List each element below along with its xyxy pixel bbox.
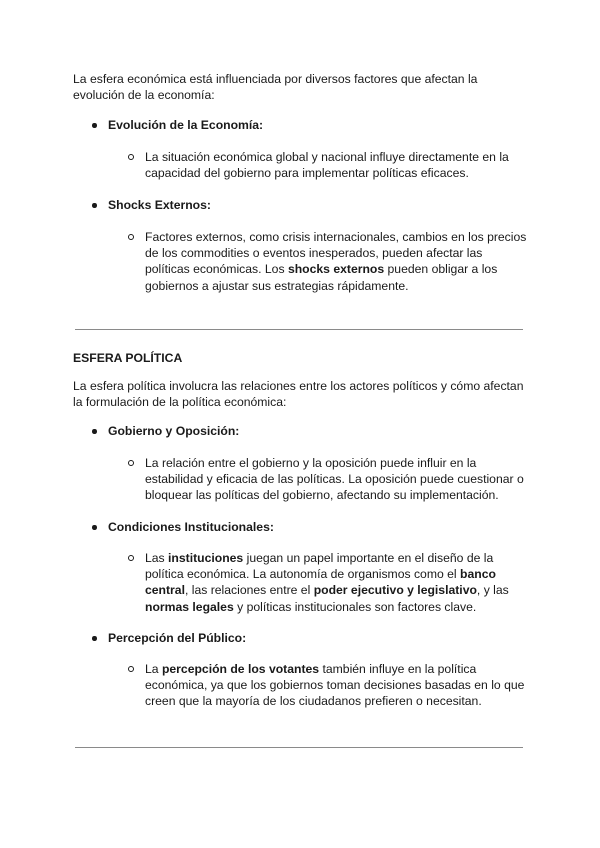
text-run: de los commodities o eventos inesperados, pueden afectar las [145,246,483,261]
bold-text: instituciones [168,551,244,565]
text-line [145,245,528,261]
text-run: también influye en la política [319,662,477,676]
bullet-label: Gobierno y Oposición: [108,424,240,438]
text-run: , y las [476,583,509,598]
text-run: creen que la mayoría de los ciudadanos prefieren o necesitan. [145,694,482,709]
text-line [145,599,528,615]
text-line [145,677,528,693]
text-run: , las relaciones entre el [184,583,314,598]
text-line [145,229,528,245]
bullet-label: Shocks Externos: [108,198,211,212]
text-run: pueden obligar a los [384,262,498,277]
text-run: La relación entre el gobierno y la oposición puede influir en la [145,456,477,470]
text-run: políticas económicas. Los [145,262,288,277]
text-line [145,550,528,566]
bold-text: banco [460,567,496,582]
intro-line-1: La esfera económica está influenciada por diversos factores que afectan la [73,72,478,86]
bold-text: percepción de los votantes [161,662,320,676]
bullet-label: Percepción del Público: [108,631,247,645]
bold-text: central [145,583,185,598]
text-line [145,661,528,677]
text-run: política económica. La autonomía de organismos como el [145,567,461,582]
hollow-circle-icon [128,666,134,672]
text-run: estabilidad y eficacia de las políticas. La oposición puede cuestionar o [145,472,524,487]
intro-paragraph-economica [73,71,533,103]
hollow-circle-icon [128,555,134,561]
sub-bullet-text [145,661,528,710]
bullet-dot-icon [92,429,97,434]
text-run: capacidad del gobierno para implementar políticas eficaces. [145,166,469,181]
text-line [145,693,528,709]
bold-text: shocks externos [287,262,385,277]
text-run: gobiernos a ajustar sus estrategias rápidamente. [145,278,409,293]
text-run: Factores externos, como crisis internacionales, cambios en los precios [145,230,527,244]
bold-text: poder ejecutivo y legislativo [313,583,477,598]
intro-line-2: la formulación de la política económica: [73,395,287,410]
bullet-dot-icon [92,636,97,641]
section-heading-politica: ESFERA POLÍTICA [73,351,183,365]
sub-bullet-text [145,229,528,294]
text-line [145,261,528,277]
sub-bullet-text [145,550,528,615]
bullet-dot-icon [92,525,97,530]
horizontal-divider [75,747,523,748]
hollow-circle-icon [128,460,134,466]
horizontal-divider [75,329,523,330]
text-run: juegan un papel importante en el diseño de la [243,551,494,565]
bullet-dot-icon [92,123,97,128]
text-run: y políticas institucionales son factores clave. [233,599,477,614]
sub-bullet-text [145,149,528,181]
intro-line-1: La esfera política involucra las relaciones entre los actores políticos y cómo afectan [73,379,524,393]
text-line [145,278,528,294]
text-run: La [145,662,162,676]
hollow-circle-icon [128,234,134,240]
text-run: Las [145,551,169,565]
bullet-label: Evolución de la Economía: [108,118,264,132]
text-line [145,471,528,487]
bullet-label: Condiciones Institucionales: [108,520,274,534]
bold-text: normas legales [145,599,234,614]
text-line [145,149,528,165]
text-run: económica, ya que los gobiernos toman decisiones basadas en lo que [145,678,525,693]
hollow-circle-icon [128,154,134,160]
text-line [145,455,528,471]
text-line [145,165,528,181]
intro-line-2: evolución de la economía: [73,88,215,103]
text-line [145,487,528,503]
intro-paragraph-politica [73,378,533,410]
text-run: bloquear las políticas del gobierno, afectando su implementación. [145,488,499,503]
sub-bullet-text [145,455,528,504]
text-line [145,582,528,598]
text-line [145,566,528,582]
bullet-dot-icon [92,203,97,208]
text-run: La situación económica global y nacional influye directamente en la [145,150,509,164]
